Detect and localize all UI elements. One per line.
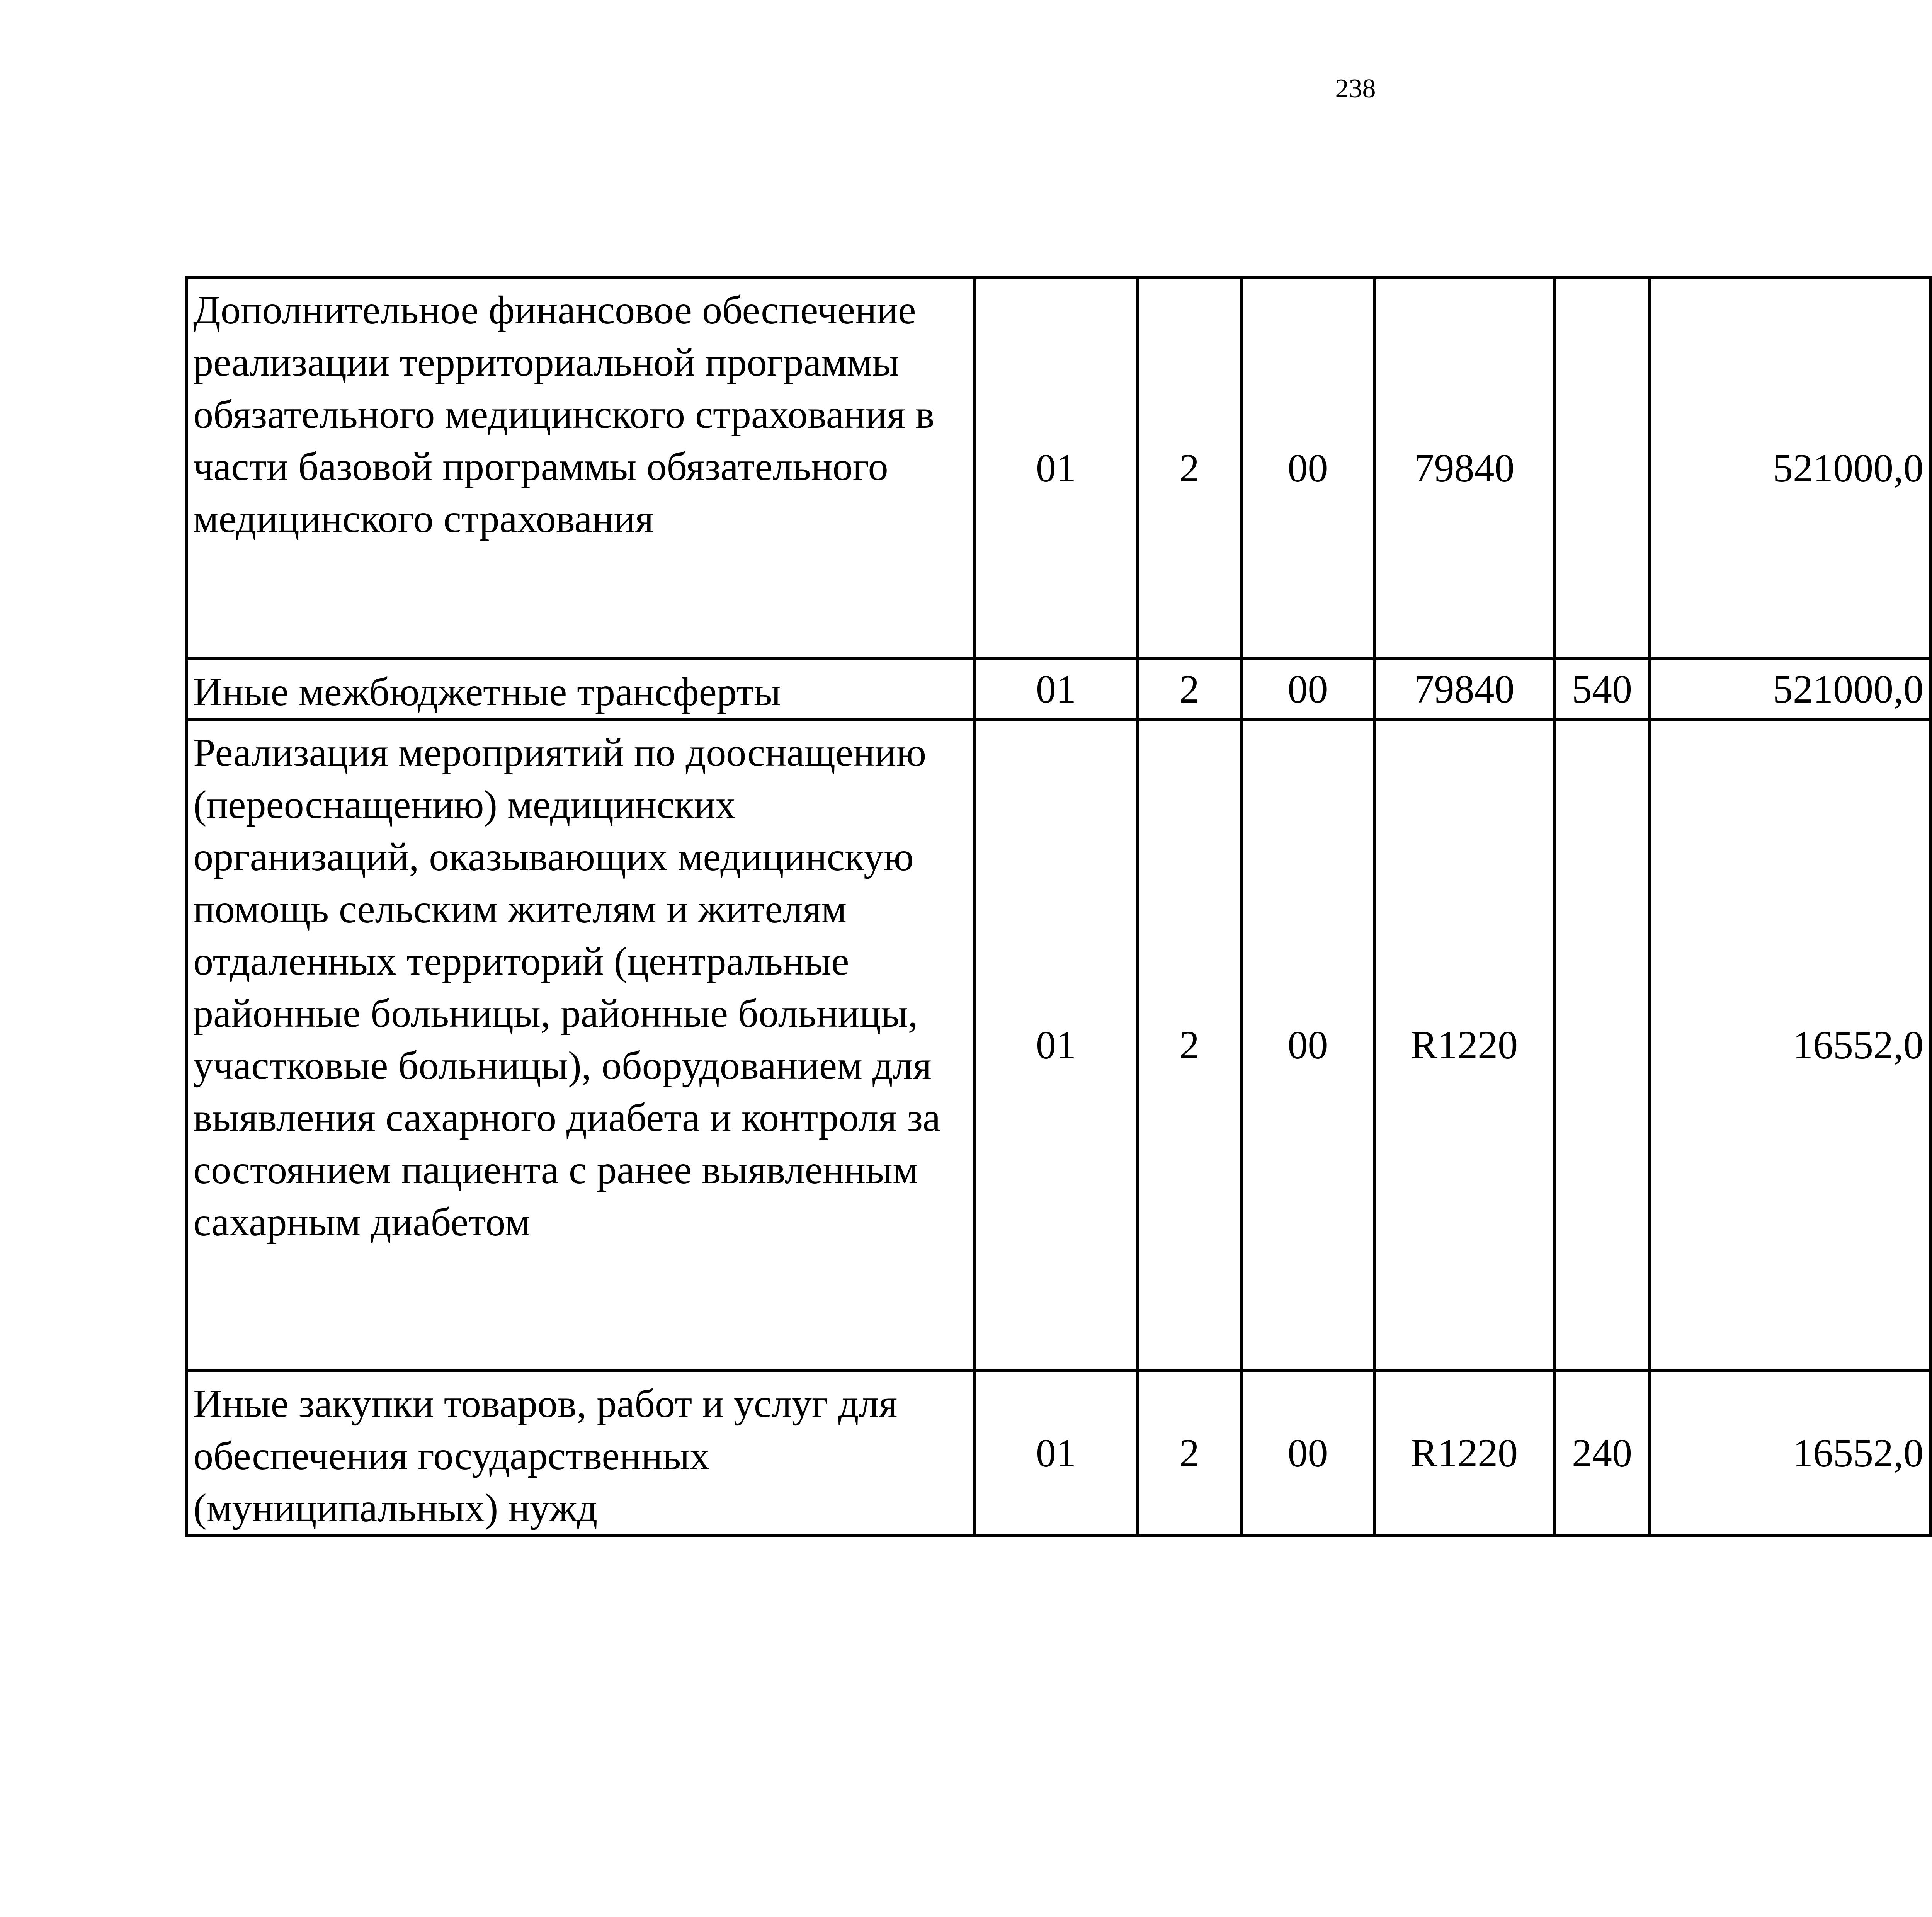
amount-cell: 16552,0 xyxy=(1650,720,1930,1371)
empty-cell xyxy=(1930,720,1932,1371)
program-code: 2 xyxy=(1138,720,1241,1371)
program-code: 2 xyxy=(1138,277,1241,659)
section-code: 01 xyxy=(975,277,1138,659)
amount-cell: 16552,0 xyxy=(1650,1371,1930,1536)
expense-type-code: 240 xyxy=(1554,1371,1650,1536)
direction-code: 79840 xyxy=(1374,277,1554,659)
row-name: Реализация мероприятий по дооснащению (переоснащению) медицинских организаций, оказывающих медицинскую помощь сельским жителям и жителям отдаленных территорий (центральные районные больницы, районные больницы, участковые больницы), оборудованием для выявления сахарного диабета и контроля за состоянием пациента с ранее выявленным сахарным диабетом xyxy=(186,720,975,1371)
table-row xyxy=(186,659,1932,720)
section-code: 01 xyxy=(975,720,1138,1371)
direction-code: R1220 xyxy=(1374,1371,1554,1536)
empty-cell xyxy=(1930,1371,1932,1536)
amount-cell: 521000,0 xyxy=(1650,277,1930,659)
program-code: 2 xyxy=(1138,1371,1241,1536)
subprogram-code: 00 xyxy=(1241,720,1374,1371)
table-row xyxy=(186,720,1932,1371)
subprogram-code: 00 xyxy=(1241,659,1374,720)
row-name: Иные межбюджетные трансферты xyxy=(186,659,975,720)
section-code: 01 xyxy=(975,1371,1138,1536)
amount-cell: 521000,0 xyxy=(1650,659,1930,720)
empty-cell xyxy=(1930,659,1932,720)
section-code: 01 xyxy=(975,659,1138,720)
table-row xyxy=(186,1371,1932,1536)
subprogram-code: 00 xyxy=(1241,277,1374,659)
expense-type-code xyxy=(1554,720,1650,1371)
program-code: 2 xyxy=(1138,659,1241,720)
direction-code: R1220 xyxy=(1374,720,1554,1371)
subprogram-code: 00 xyxy=(1241,1371,1374,1536)
expense-type-code xyxy=(1554,277,1650,659)
page-number: 238 xyxy=(1335,74,1376,104)
direction-code: 79840 xyxy=(1374,659,1554,720)
empty-cell xyxy=(1930,277,1932,659)
expense-type-code: 540 xyxy=(1554,659,1650,720)
row-name: Дополнительное финансовое обеспечение реализации территориальной программы обязательного медицинского страхования в части базовой программы обязательного медицинского страхования xyxy=(186,277,975,659)
row-name: Иные закупки товаров, работ и услуг для обеспечения государственных (муниципальных) нужд xyxy=(186,1371,975,1536)
budget-table xyxy=(185,276,1932,1537)
table-row xyxy=(186,277,1932,659)
